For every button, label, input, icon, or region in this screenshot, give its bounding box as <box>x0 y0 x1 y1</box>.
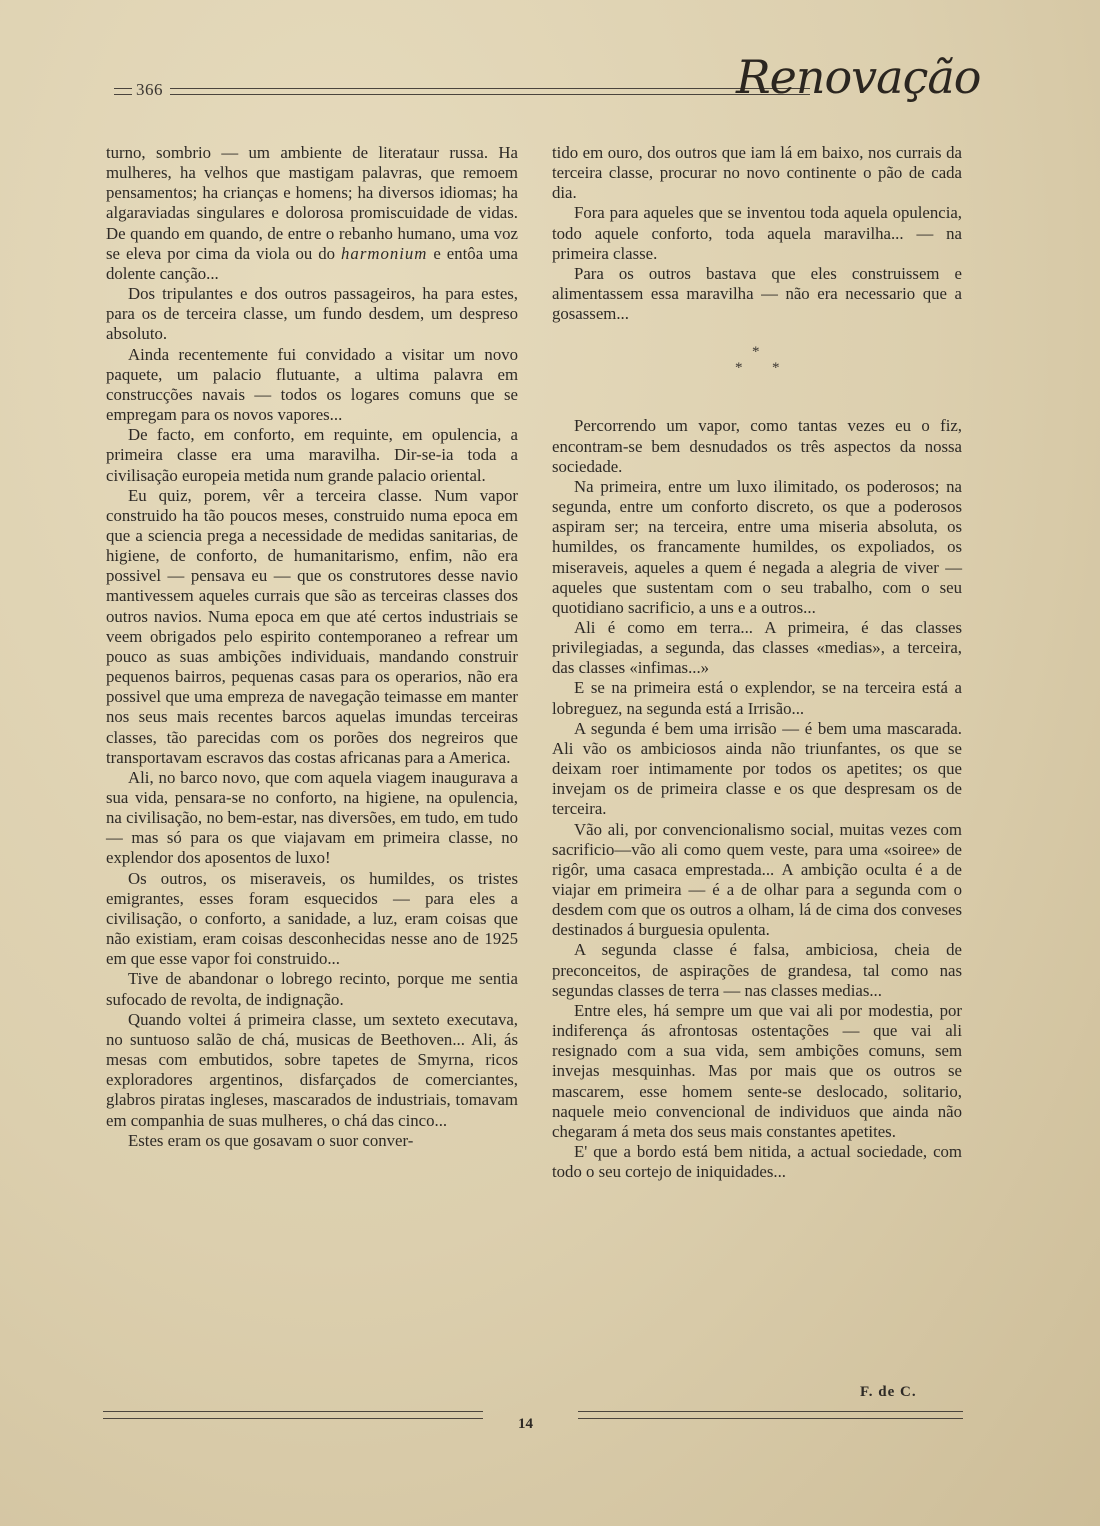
footer-page-number: 14 <box>518 1416 533 1432</box>
paragraph: Dos tripulantes e dos outros passageiros, ha para estes, para os de terceira classe, um fundo desdem, um despreso absoluto. <box>106 284 518 344</box>
page-header <box>108 50 981 112</box>
paragraph: Eu quiz, porem, vêr a terceira classe. Num vapor construido ha tão poucos meses, construido numa epoca em que a sciencia prega a necessidade de medidas sanitarias, de higiene, de conforto, de humanitarismo, enfim, não era possivel — pensava eu — que os construtores desse navio mantivessem aqueles currais que são as terceiras classes dos outros navios. Numa epoca em que até certos industriais se veem obrigados pelo espirito contemporaneo a refrear um pouco as suas ambições individuais, mandando construir pequenos bairros, pequenas casas para os operarios, não era possivel que uma empreza de navegação teimasse em manter nos seus mais recentes barcos aquelas imundas terceiras classes, tão parecidas com os porões dos negreiros que transportavam escravos das costas africanas para a America. <box>106 485 518 767</box>
paragraph: Ali é como em terra... A primeira, é das classes privilegiadas, a segunda, das classes «medias», a terceira, das classes «infimas...» <box>552 617 962 678</box>
paragraph: Para os outros bastava que eles construissem e alimentassem essa maravilha — não era necessario que a gosassem... <box>552 263 962 324</box>
paragraph: De facto, em conforto, em requinte, em opulencia, a primeira classe era uma maravilha. Dir-se-ia toda a civilisação europeia metida num grande palacio oriental. <box>106 425 518 485</box>
footer-rule-right <box>578 1411 963 1419</box>
asterisk: * <box>772 360 780 377</box>
paragraph: Entre eles, há sempre um que vai ali por modestia, por indiferença ás afrontosas ostentações — que vai ali resignado com a sua vida, sem ambições comuns, sem invejas mesquinhas. Mas por mais que os outros se mascarem, esse homem sente-se deslocado, solitario, naquele meio convencional de individuos que ainda não chegaram á meta dos seus mais constantes apetites. <box>552 1000 962 1141</box>
paragraph: Tive de abandonar o lobrego recinto, porque me sentia sufocado de revolta, de indignação. <box>106 969 518 1009</box>
header-rule <box>170 88 810 95</box>
page-number: 366 <box>136 80 163 99</box>
paragraph: Estes eram os que gosavam o suor conver- <box>128 1130 414 1150</box>
masthead-logo: Renovação <box>736 50 981 104</box>
paragraph: Na primeira, entre um luxo ilimitado, os poderosos; na segunda, entre um conforto discreto, os que a poderosos aspiram ser; na terceira, entre uma miseria absoluta, os humildes, os francamente humildes, os expoliados, os miseraveis, aqueles a quem é negada a alegria de viver — aqueles que sustentam com o seu trabalho, com o seu quotidiano sacrificio, a uns e a outros... <box>552 476 962 617</box>
paragraph: E se na primeira está o explendor, se na terceira está a lobreguez, na segunda está a Irrisão... <box>552 678 962 718</box>
asterisk: * <box>752 344 760 361</box>
left-column <box>106 143 518 1151</box>
header-rule-left <box>114 88 132 95</box>
paragraph: Quando voltei á primeira classe, um sexteto executava, no suntuoso salão de chá, musicas de Beethoven... Ali, ás mesas com embutidos, sobre tapetes de Smyrna, ricos exploradores argentinos, disfarçados de comerciantes, glabros piratas ingleses, mascarados de industriais, tomavam em companhia de suas mulheres, o chá das cinco... <box>106 1009 518 1130</box>
paragraph: Os outros, os miseraveis, os humildes, os tristes emigrantes, esses foram esquecidos — para eles a civilisação, o conforto, a sanidade, a luz, eram coisas que não existiam, eram coisas desconhecidas nesse ano de 1925 em que esse vapor foi construido... <box>106 868 518 969</box>
paragraph: Vão ali, por convencionalismo social, muitas vezes com sacrificio—vão ali como quem veste, para uma «soiree» de rigôr, uma casaca emprestada... A ambição oculta é a de viajar em primeira — é a de olhar para a segunda com o desdem com que os outros a olham, lá de cima dos conveses destinados á burguesia opulenta. <box>552 819 962 940</box>
emphasized-word: harmonium <box>341 243 428 263</box>
paragraph: Percorrendo um vapor, como tantas vezes eu o fiz, encontram-se bem desnudados os três aspectos da nossa sociedade. <box>552 416 962 476</box>
right-column <box>552 143 962 1182</box>
paragraph: A segunda é bem uma irrisão — é bem uma mascarada. Ali vão os ambiciosos ainda não triunfantes, os que se deixam roer intimamente por todos os apetites; os que invejam os de primeira classe e os que despresam os de terceira. <box>552 718 962 819</box>
paragraph: A segunda classe é falsa, ambiciosa, cheia de preconceitos, de aspirações de grandesa, tal como nas segundas classes de terra — nas classes medias... <box>552 940 962 1000</box>
footer-rule-left <box>103 1411 483 1419</box>
author-signature: F. de C. <box>860 1384 917 1400</box>
paragraph: tido em ouro, dos outros que iam lá em baixo, nos currais da terceira classe, procurar no novo continente o pão de cada dia. <box>552 143 962 203</box>
paragraph: turno, sombrio — um ambiente de literataur russa. Ha mulheres, ha velhos que mastigam palavras, que remoem pensamentos; ha crianças e homens; ha diversos idiomas; ha algaraviadas singulares e dolorosa promiscuidade de vidas. De quando em quando, de entre o rebanho humano, uma voz se eleva por cima da viola ou do harmonium e entôa uma dolente canção... <box>106 143 518 283</box>
paragraph: Fora para aqueles que se inventou toda aquela opulencia, todo aquele conforto, toda aquela maravilha... — na primeira classe. <box>552 203 962 263</box>
asterisk: * <box>735 360 743 377</box>
paragraph: Ali, no barco novo, que com aquela viagem inaugurava a sua vida, pensara-se no conforto, na higiene, na opulencia, na civilisação, no bem-estar, nas diversões, em tudo, em tudo — mas só para os que viajavam em primeira classe, no explendor dos aposentos de luxo! <box>106 767 518 868</box>
paragraph: E' que a bordo está bem nitida, a actual sociedade, com todo o seu cortejo de iniquidades... <box>552 1142 962 1182</box>
section-divider-asterism <box>552 334 962 396</box>
paragraph: Ainda recentemente fui convidado a visitar um novo paquete, um palacio flutuante, a ultima palavra em construcções navais — todos os logares comuns que se empregam para os novos vapores... <box>106 344 518 425</box>
